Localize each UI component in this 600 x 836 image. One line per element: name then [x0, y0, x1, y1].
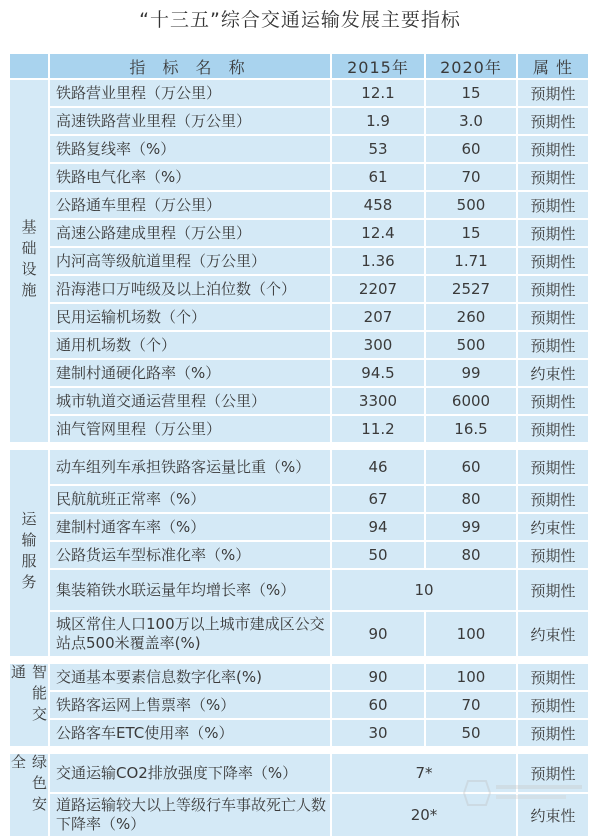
- value-2020: 99: [426, 360, 518, 386]
- indicator-name: 铁路客运网上售票率（%）: [50, 692, 332, 718]
- value-2015: 1.9: [332, 108, 426, 134]
- value-2020: 16.5: [426, 416, 518, 442]
- indicator-name: 公路货运车型标准化率（%）: [50, 542, 332, 568]
- value-2015: 53: [332, 136, 426, 162]
- property-value: 预期性: [518, 486, 588, 512]
- property-value: 约束性: [518, 514, 588, 540]
- value-2015: 94: [332, 514, 426, 540]
- header-2020: 2020年: [426, 54, 518, 78]
- category-label: [10, 664, 50, 746]
- indicator-name: 民航航班正常率（%）: [50, 486, 332, 512]
- value-2015: 12.4: [332, 220, 426, 246]
- value-2020: 3.0: [426, 108, 518, 134]
- category-label-text: 智能交通: [9, 664, 48, 727]
- header-indicator: 指 标 名 称: [50, 54, 332, 78]
- category-label-text: 绿色安全: [9, 754, 48, 817]
- value-2015: 300: [332, 332, 426, 358]
- indicator-name: 公路通车里程（万公里）: [50, 192, 332, 218]
- merged-value: 7*: [332, 754, 518, 792]
- value-2020: 100: [426, 612, 518, 656]
- indicator-name: 集装箱铁水联运量年均增长率（%）: [50, 570, 332, 610]
- value-2020: 80: [426, 486, 518, 512]
- indicator-name: 道路运输较大以上等级行车事故死亡人数下降率（%）: [50, 794, 332, 836]
- value-2020: 60: [426, 136, 518, 162]
- value-2020: 50: [426, 720, 518, 746]
- value-2015: 12.1: [332, 80, 426, 106]
- indicator-name: 城市轨道交通运营里程（公里）: [50, 388, 332, 414]
- value-2015: 46: [332, 450, 426, 484]
- page-title: “十三五”综合交通运输发展主要指标: [139, 9, 461, 31]
- value-2020: 80: [426, 542, 518, 568]
- property-value: 预期性: [518, 664, 588, 690]
- merged-value: 20*: [332, 794, 518, 836]
- value-2020: 70: [426, 692, 518, 718]
- property-value: 预期性: [518, 388, 588, 414]
- value-2020: 260: [426, 304, 518, 330]
- header-category: [10, 54, 50, 78]
- value-2020: 15: [426, 220, 518, 246]
- property-value: 预期性: [518, 570, 588, 610]
- value-2020: 1.71: [426, 248, 518, 274]
- property-value: 预期性: [518, 80, 588, 106]
- merged-value: 10: [332, 570, 518, 610]
- indicator-name: 动车组列车承担铁路客运量比重（%）: [50, 450, 332, 484]
- indicator-name: 公路客车ETC使用率（%）: [50, 720, 332, 746]
- property-value: 约束性: [518, 360, 588, 386]
- indicator-name: 民用运输机场数（个）: [50, 304, 332, 330]
- property-value: 约束性: [518, 612, 588, 656]
- value-2020: 2527: [426, 276, 518, 302]
- indicator-name: 铁路复线率（%）: [50, 136, 332, 162]
- category-label: [10, 450, 50, 656]
- value-2015: 1.36: [332, 248, 426, 274]
- indicator-name: 交通运输CO2排放强度下降率（%）: [50, 754, 332, 792]
- value-2015: 3300: [332, 388, 426, 414]
- indicator-name: 铁路电气化率（%）: [50, 164, 332, 190]
- value-2020: 70: [426, 164, 518, 190]
- property-value: 预期性: [518, 720, 588, 746]
- property-value: 预期性: [518, 248, 588, 274]
- value-2015: 67: [332, 486, 426, 512]
- value-2020: 60: [426, 450, 518, 484]
- indicator-name: 高速公路建成里程（万公里）: [50, 220, 332, 246]
- value-2020: 99: [426, 514, 518, 540]
- indicator-name: 建制村通客车率（%）: [50, 514, 332, 540]
- indicator-name: 通用机场数（个）: [50, 332, 332, 358]
- value-2015: 94.5: [332, 360, 426, 386]
- value-2020: 500: [426, 192, 518, 218]
- property-value: 预期性: [518, 108, 588, 134]
- value-2015: 458: [332, 192, 426, 218]
- indicator-name: 高速铁路营业里程（万公里）: [50, 108, 332, 134]
- value-2015: 90: [332, 664, 426, 690]
- indicator-table: [10, 54, 588, 836]
- property-value: 预期性: [518, 754, 588, 792]
- value-2015: 61: [332, 164, 426, 190]
- property-value: 预期性: [518, 332, 588, 358]
- value-2015: 2207: [332, 276, 426, 302]
- indicator-name: 沿海港口万吨级及以上泊位数（个）: [50, 276, 332, 302]
- indicator-name: 内河高等级航道里程（万公里）: [50, 248, 332, 274]
- footnote: [10, 823, 588, 829]
- value-2015: 11.2: [332, 416, 426, 442]
- value-2015: 30: [332, 720, 426, 746]
- property-value: 预期性: [518, 542, 588, 568]
- value-2020: 100: [426, 664, 518, 690]
- property-value: 预期性: [518, 692, 588, 718]
- property-value: 预期性: [518, 304, 588, 330]
- category-label-text: 基础设施: [19, 219, 38, 303]
- header-2015: 2015年: [332, 54, 426, 78]
- indicator-name: 建制村通硬化路率（%）: [50, 360, 332, 386]
- property-value: 预期性: [518, 220, 588, 246]
- property-value: 约束性: [518, 794, 588, 836]
- category-label: [10, 80, 50, 442]
- property-value: 预期性: [518, 136, 588, 162]
- indicator-name: 铁路营业里程（万公里）: [50, 80, 332, 106]
- value-2020: 15: [426, 80, 518, 106]
- value-2020: 500: [426, 332, 518, 358]
- indicator-name: 油气管网里程（万公里）: [50, 416, 332, 442]
- value-2015: 50: [332, 542, 426, 568]
- property-value: 预期性: [518, 450, 588, 484]
- category-label-text: 运输服务: [19, 511, 38, 595]
- property-value: 预期性: [518, 164, 588, 190]
- indicator-name: 城区常住人口100万以上城市建成区公交站点500米覆盖率(%): [50, 612, 332, 656]
- value-2015: 60: [332, 692, 426, 718]
- value-2015: 90: [332, 612, 426, 656]
- watermark-logo: [460, 775, 590, 811]
- property-value: 预期性: [518, 276, 588, 302]
- value-2015: 207: [332, 304, 426, 330]
- header-property: 属 性: [518, 54, 588, 78]
- property-value: 预期性: [518, 416, 588, 442]
- property-value: 预期性: [518, 192, 588, 218]
- indicator-name: 交通基本要素信息数字化率(%): [50, 664, 332, 690]
- value-2020: 6000: [426, 388, 518, 414]
